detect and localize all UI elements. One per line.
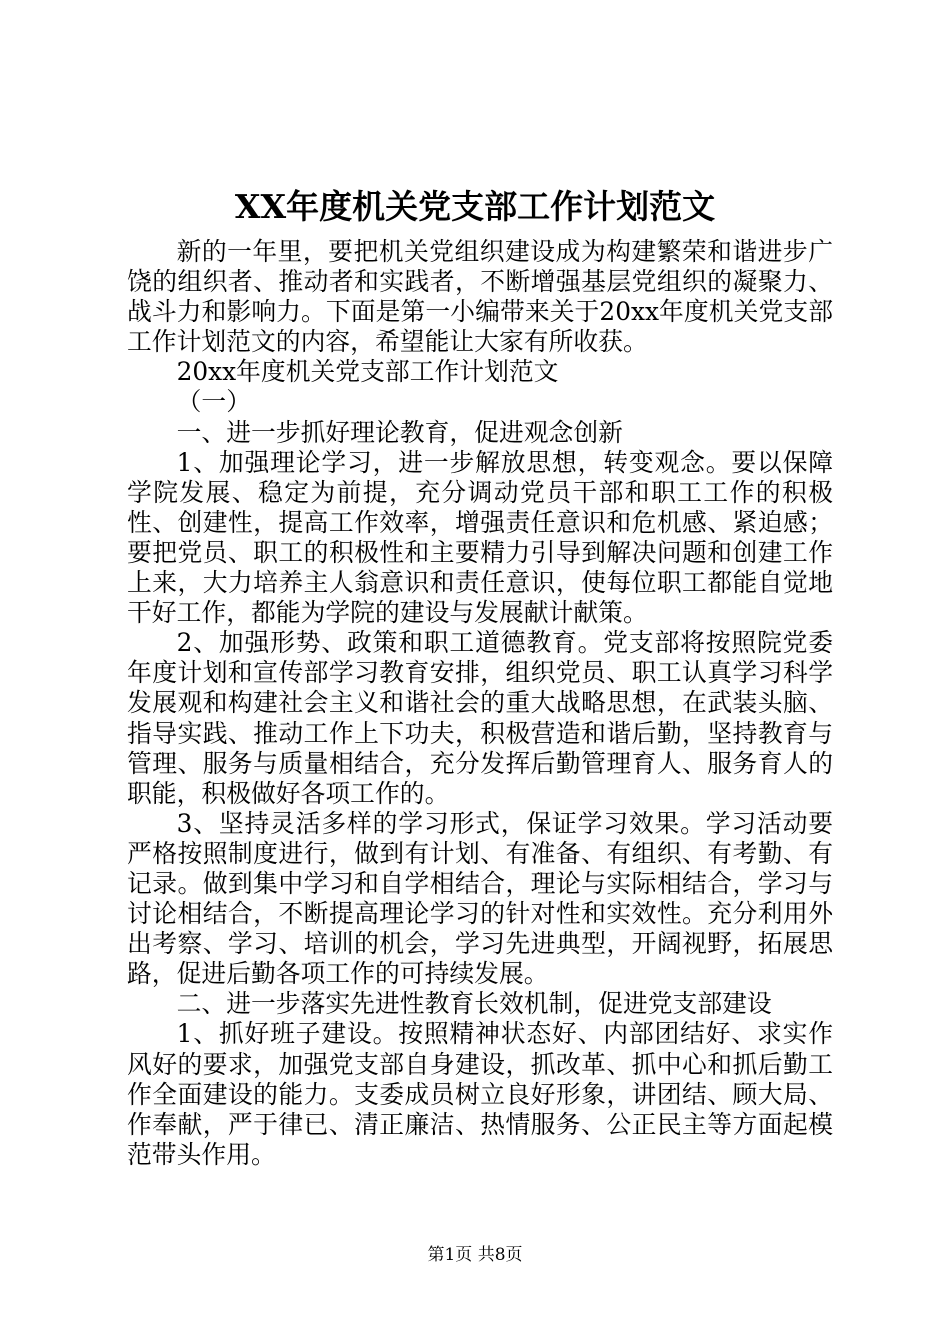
section-heading-2: 二、进一步落实先进性教育长效机制，促进党支部建设: [176, 989, 772, 1019]
page-footer: 第1页 共8页: [427, 1245, 523, 1265]
document-title: XX年度机关党支部工作计划范文: [234, 187, 716, 226]
intro-paragraph: 新的一年里，要把机关党组织建设成为构建繁荣和谐进步广饶的组织者、推动者和实践者，不断增强基层党组织的凝聚力、战斗力和影响力。下面是第一小编带来关于20xx年度机关党支部工作计划范文的内容，希望能让大家有所收获。: [127, 237, 833, 357]
paragraph-1-1: 1、加强理论学习，进一步解放思想，转变观念。要以保障学院发展、稳定为前提，充分调动党员干部和职工工作的积极性、创建性，提高工作效率，增强责任意识和危机感、紧迫感；要把党员、职工的积极性和主要精力引导到解决问题和创建工作上来，大力培养主人翁意识和责任意识，使每位职工都能自觉地干好工作，都能为学院的建设与发展献计献策。: [127, 447, 833, 628]
document-body: [127, 237, 833, 1170]
paragraph-1-3: 3、坚持灵活多样的学习形式，保证学习效果。学习活动要严格按照制度进行，做到有计划、有准备、有组织、有考勤、有记录。做到集中学习和自学相结合，理论与实际相结合，学习与讨论相结合，不断提高理论学习的针对性和实效性。充分利用外出考察、学习、培训的机会，学习先进典型，开阔视野，拓展思路，促进后勤各项工作的可持续发展。: [127, 808, 833, 989]
section-heading-1: 一、进一步抓好理论教育，促进观念创新: [176, 417, 623, 447]
subtitle-line: 20xx年度机关党支部工作计划范文: [176, 357, 559, 387]
paragraph-1-2: 2、加强形势、政策和职工道德教育。党支部将按照院党委年度计划和宣传部学习教育安排，组织党员、职工认真学习科学发展观和构建社会主义和谐社会的重大战略思想，在武装头脑、指导实践、推动工作上下功夫，积极营造和谐后勤，坚持教育与管理、服务与质量相结合，充分发挥后勤管理育人、服务育人的职能，积极做好各项工作的。: [127, 628, 833, 808]
section-number: （一）: [176, 387, 251, 417]
paragraph-2-1: 1、抓好班子建设。按照精神状态好、内部团结好、求实作风好的要求，加强党支部自身建设，抓改革、抓中心和抓后勤工作全面建设的能力。支委成员树立良好形象，讲团结、顾大局、作奉献，严于律已、清正廉洁、热情服务、公正民主等方面起模范带头作用。: [127, 1019, 833, 1169]
